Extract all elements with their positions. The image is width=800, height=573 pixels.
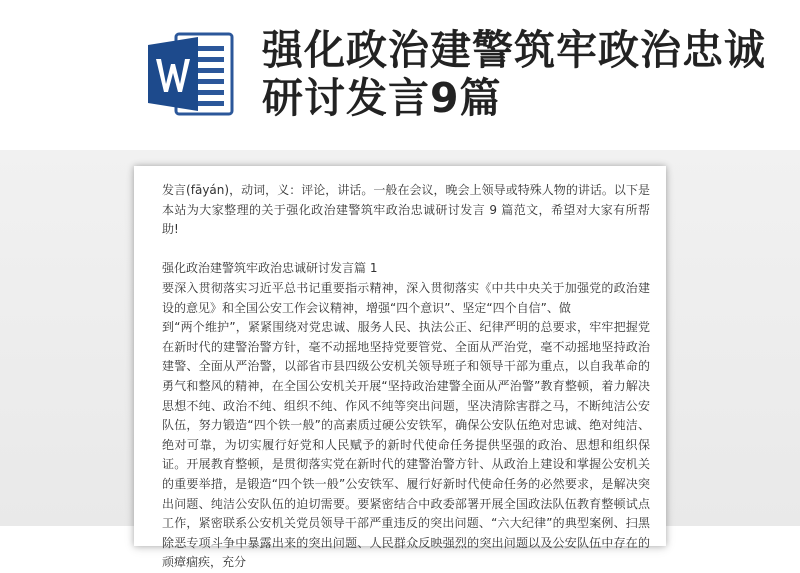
intro-paragraph: 发言(fāyán)，动词，义：评论，讲话。一般在会议，晚会上领导或特殊人物的讲话。以下是本站为大家整理的关于强化政治建警筑牢政治忠诚研讨发言 9 篇范文，希望对大家有所帮助! (162, 183, 650, 237)
document-body (162, 181, 650, 573)
body-paragraph: 要深入贯彻落实习近平总书记重要指示精神，深入贯彻落实《中共中央关于加强党的政治建设的意见》和全国公安工作会议精神，增强“四个意识”、坚定“四个自信”、做 (162, 280, 650, 315)
header-banner (0, 0, 800, 150)
document-title: 强化政治建警筑牢政治忠诚研讨发言9篇 (262, 26, 766, 122)
word-document-icon (146, 32, 238, 116)
paragraph-gap (162, 240, 650, 260)
section-heading: 强化政治建警筑牢政治忠诚研讨发言篇 1 (162, 261, 378, 276)
body-paragraph: 到“两个维护”，紧紧围绕对党忠诚、服务人民、执法公正、纪律严明的总要求，牢牢把握党在新时代的建警治警方针，毫不动摇地坚持党要管党、全面从严治党，毫不动摇地坚持政治建警、全面从严治警，以部省市县四级公安机关领导班子和领导干部为重点，以自我革命的勇气和整风的精神，在全国公安机关开展“坚持政治建警全面从严治警”教育整顿，着力解决思想不纯、政治不纯、组织不纯、作风不纯等突出问题，坚决清除害群之马，不断纯洁公安队伍，努力锻造“四个铁一般”的高素质过硬公安铁军，确保公安队伍绝对忠诚、绝对纯洁、绝对可靠，为切实履行好党和人民赋予的新时代使命任务提供坚强的政治、思想和组织保证。开展教育整顿，是贯彻落实党在新时代的建警治警方针、从政治上建设和掌握公安机关的重要举措，是锻造“四个铁一般”公安铁军、履行好新时代使命任务的必然要求，是解决突出问题、纯洁公安队伍的迫切需要。要紧密结合中政委部署开展全国政法队伍教育整顿试点工作，紧密联系公安机关党员领导干部严重违反的突出问题、“六大纪律”的典型案例、扫黑除恶专项斗争中暴露出来的突出问题、人民群众反映强烈的突出问题以及公安队伍中存在的顽瘴痼疾，充分 (162, 320, 650, 570)
